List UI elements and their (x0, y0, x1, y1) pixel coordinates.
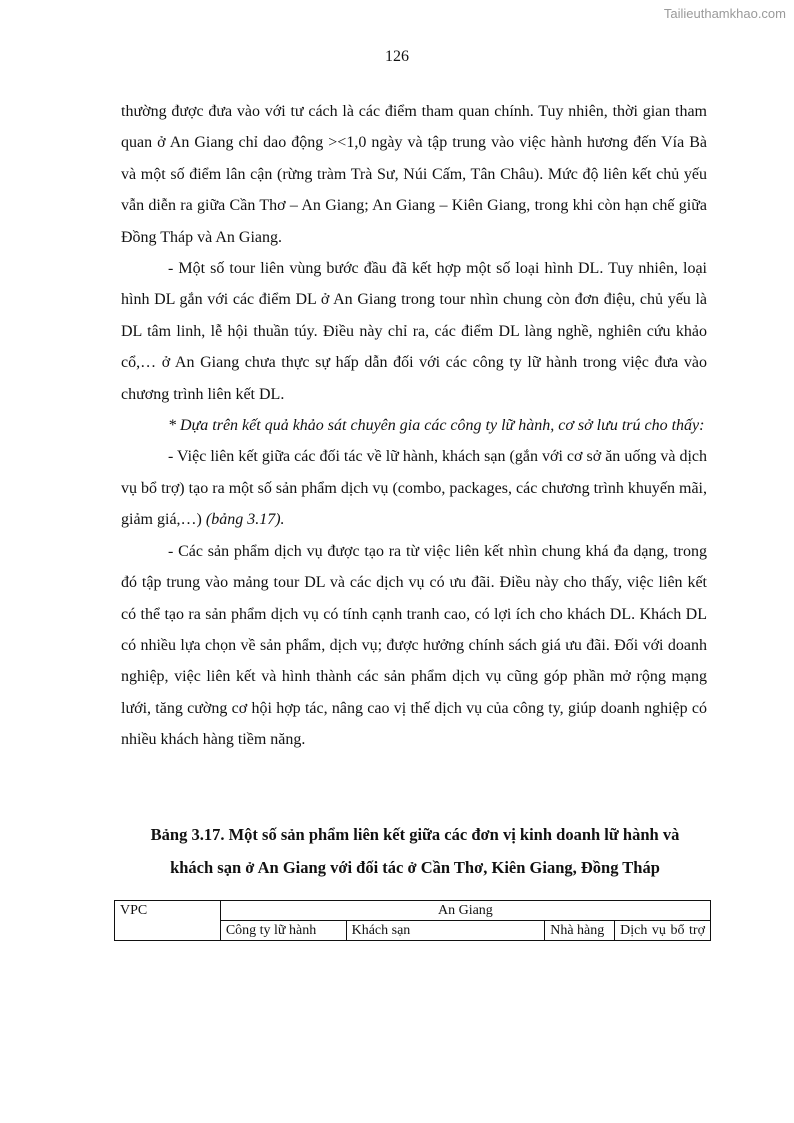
header-cell-tour-company: Công ty lữ hành (220, 921, 346, 941)
table-title (110, 818, 720, 884)
table-title-line: Bảng 3.17. Một số sản phẩm liên kết giữa các đơn vị kinh doanh lữ hành và (150, 825, 680, 844)
table-reference: (bảng 3.17). (205, 511, 285, 529)
page-number: 126 (385, 48, 409, 65)
watermark: Tailieuthamkhao.com (663, 6, 786, 21)
table-header-row (115, 901, 711, 921)
header-cell-support-services: Dịch vụ bổ trợ (615, 921, 711, 941)
body-text (121, 96, 707, 756)
header-cell-hotel: Khách sạn (346, 921, 545, 941)
paragraph: - Một số tour liên vùng bước đầu đã kết hợp một số loại hình DL. Tuy nhiên, loại hình DL gắn với các điểm DL ở An Giang trong tour nhìn chung còn đơn điệu, chủ yếu là DL tâm linh, lễ hội thuần túy. Điều này chỉ ra, các điểm DL làng nghề, nghiên cứu khảo cổ,… ở An Giang chưa thực sự hấp dẫn đối với các công ty lữ hành trong việc đưa vào chương trình liên kết DL. (121, 260, 707, 403)
header-cell-vpc: VPC (115, 901, 221, 941)
product-table (114, 900, 711, 941)
header-cell-an-giang: An Giang (220, 901, 710, 921)
paragraph: - Các sản phẩm dịch vụ được tạo ra từ việc liên kết nhìn chung khá đa dạng, trong đó tập trung vào mảng tour DL và các dịch vụ có ưu đãi. Điều này cho thấy, việc liên kết có thể tạo ra sản phẩm dịch vụ có tính cạnh tranh cao, có lợi ích cho khách DL. Khách DL có nhiều lựa chọn về sản phẩm, dịch vụ; được hưởng chính sách giá ưu đãi. Đối với doanh nghiệp, việc liên kết và hình thành các sản phẩm dịch vụ cũng góp phần mở rộng mạng lưới, tăng cường cơ hội hợp tác, nâng cao vị thế dịch vụ của công ty, giúp doanh nghiệp có nhiều khách hàng tiềm năng. (121, 542, 707, 749)
paragraph (121, 441, 707, 535)
survey-heading: * Dựa trên kết quả khảo sát chuyên gia các công ty lữ hành, cơ sở lưu trú cho thấy: (168, 417, 705, 435)
paragraph: thường được đưa vào với tư cách là các điểm tham quan chính. Tuy nhiên, thời gian tham quan ở An Giang chỉ dao động ><1,0 ngày và tập trung vào việc hành hương đến Vía Bà và một số điểm lân cận (rừng tràm Trà Sư, Núi Cấm, Tân Châu). Mức độ liên kết chủ yếu vẫn diễn ra giữa Cần Thơ – An Giang; An Giang – Kiên Giang, trong khi còn hạn chế giữa Đồng Tháp và An Giang. (121, 103, 707, 246)
table-title-line: khách sạn ở An Giang với đối tác ở Cần Thơ, Kiên Giang, Đồng Tháp (170, 858, 660, 877)
header-cell-restaurant: Nhà hàng (545, 921, 615, 941)
paragraph-text: - Việc liên kết giữa các đối tác về lữ hành, khách sạn (gắn với cơ sở ăn uống và dịch vụ bổ trợ) tạo ra một số sản phẩm dịch vụ (combo, packages, các chương trình khuyến mãi, giảm giá,…) (121, 448, 707, 529)
